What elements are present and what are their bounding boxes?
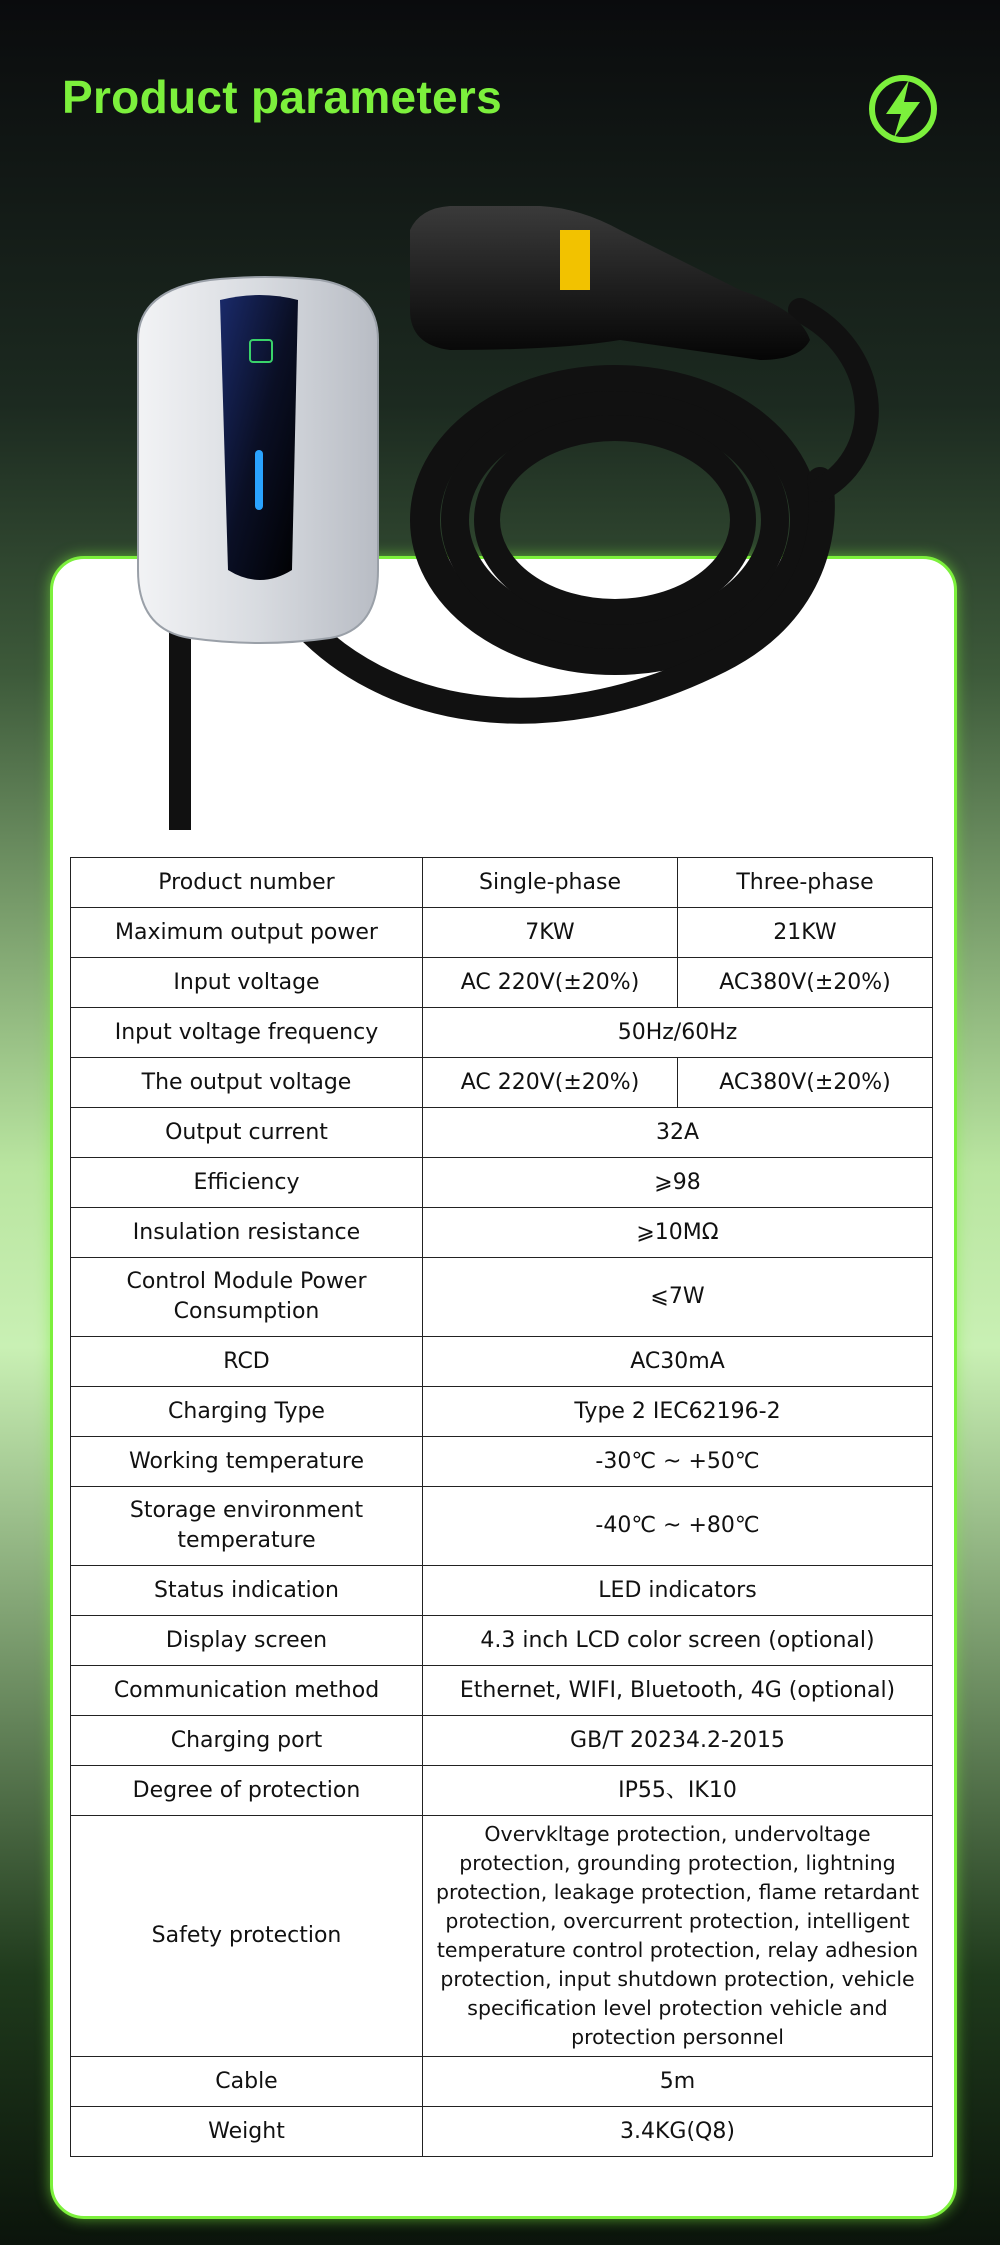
- table-row: [71, 1566, 933, 1616]
- row-value: Type 2 IEC62196-2: [423, 1387, 933, 1437]
- row-value: 32A: [423, 1108, 933, 1158]
- header-single-phase: Single-phase: [423, 858, 678, 908]
- row-value: Ethernet, WIFI, Bluetooth, 4G (optional): [423, 1666, 933, 1716]
- table-row: [71, 1487, 933, 1566]
- row-value: AC30mA: [423, 1337, 933, 1387]
- ev-charger-image: [120, 190, 980, 840]
- row-label: Weight: [71, 2107, 423, 2157]
- row-label: Insulation resistance: [71, 1208, 423, 1258]
- row-label: RCD: [71, 1337, 423, 1387]
- table-row: [71, 1058, 933, 1108]
- parameters-table: [70, 857, 933, 2157]
- table-row: [71, 958, 933, 1008]
- row-value: -40℃ ~ +80℃: [423, 1487, 933, 1566]
- row-value-single-phase: AC 220V(±20%): [423, 1058, 678, 1108]
- row-label: Working temperature: [71, 1437, 423, 1487]
- row-label: The output voltage: [71, 1058, 423, 1108]
- row-label: Maximum output power: [71, 908, 423, 958]
- row-label: Control Module Power Consumption: [71, 1258, 423, 1337]
- row-value: 5m: [423, 2057, 933, 2107]
- row-label: Communication method: [71, 1666, 423, 1716]
- table-row: [71, 1158, 933, 1208]
- page-title: Product parameters: [62, 71, 502, 123]
- row-label: Output current: [71, 1108, 423, 1158]
- table-row: [71, 1008, 933, 1058]
- table-header-row: [71, 858, 933, 908]
- table-row: [71, 1816, 933, 2057]
- row-label: Display screen: [71, 1616, 423, 1666]
- row-label: Input voltage frequency: [71, 1008, 423, 1058]
- table-row: [71, 1437, 933, 1487]
- row-value-three-phase: 21KW: [678, 908, 933, 958]
- table-row: [71, 1766, 933, 1816]
- row-value: IP55、IK10: [423, 1766, 933, 1816]
- table-row: [71, 1337, 933, 1387]
- row-value: GB/T 20234.2-2015: [423, 1716, 933, 1766]
- row-label: Safety protection: [71, 1816, 423, 2057]
- table-row: [71, 2107, 933, 2157]
- row-value: Overvkltage protection, undervoltage protection, grounding protection, lightning protection, leakage protection, flame retardant protection, overcurrent protection, intelligent temperature control protection, relay adhesion protection, input shutdown protection, vehicle specification level protection vehicle and protection personnel: [423, 1816, 933, 2057]
- row-value: ⩾10MΩ: [423, 1208, 933, 1258]
- row-label: Degree of protection: [71, 1766, 423, 1816]
- row-value: -30℃ ~ +50℃: [423, 1437, 933, 1487]
- row-value-single-phase: 7KW: [423, 908, 678, 958]
- header-three-phase: Three-phase: [678, 858, 933, 908]
- row-label: Charging Type: [71, 1387, 423, 1437]
- row-value: ⩽7W: [423, 1258, 933, 1337]
- row-value: 4.3 inch LCD color screen (optional): [423, 1616, 933, 1666]
- table-row: [71, 1258, 933, 1337]
- row-value: 3.4KG(Q8): [423, 2107, 933, 2157]
- header-product-number: Product number: [71, 858, 423, 908]
- table-row: [71, 2057, 933, 2107]
- table-row: [71, 1716, 933, 1766]
- row-label: Status indication: [71, 1566, 423, 1616]
- lightning-bolt-icon: [866, 72, 940, 146]
- table-row: [71, 1387, 933, 1437]
- row-value: 50Hz/60Hz: [423, 1008, 933, 1058]
- row-value: LED indicators: [423, 1566, 933, 1616]
- table-row: [71, 1616, 933, 1666]
- row-value-single-phase: AC 220V(±20%): [423, 958, 678, 1008]
- table-row: [71, 908, 933, 958]
- row-value-three-phase: AC380V(±20%): [678, 1058, 933, 1108]
- row-value-three-phase: AC380V(±20%): [678, 958, 933, 1008]
- table-row: [71, 1108, 933, 1158]
- table-row: [71, 1208, 933, 1258]
- row-label: Efficiency: [71, 1158, 423, 1208]
- row-label: Cable: [71, 2057, 423, 2107]
- row-value: ⩾98: [423, 1158, 933, 1208]
- table-row: [71, 1666, 933, 1716]
- row-label: Storage environment temperature: [71, 1487, 423, 1566]
- row-label: Input voltage: [71, 958, 423, 1008]
- row-label: Charging port: [71, 1716, 423, 1766]
